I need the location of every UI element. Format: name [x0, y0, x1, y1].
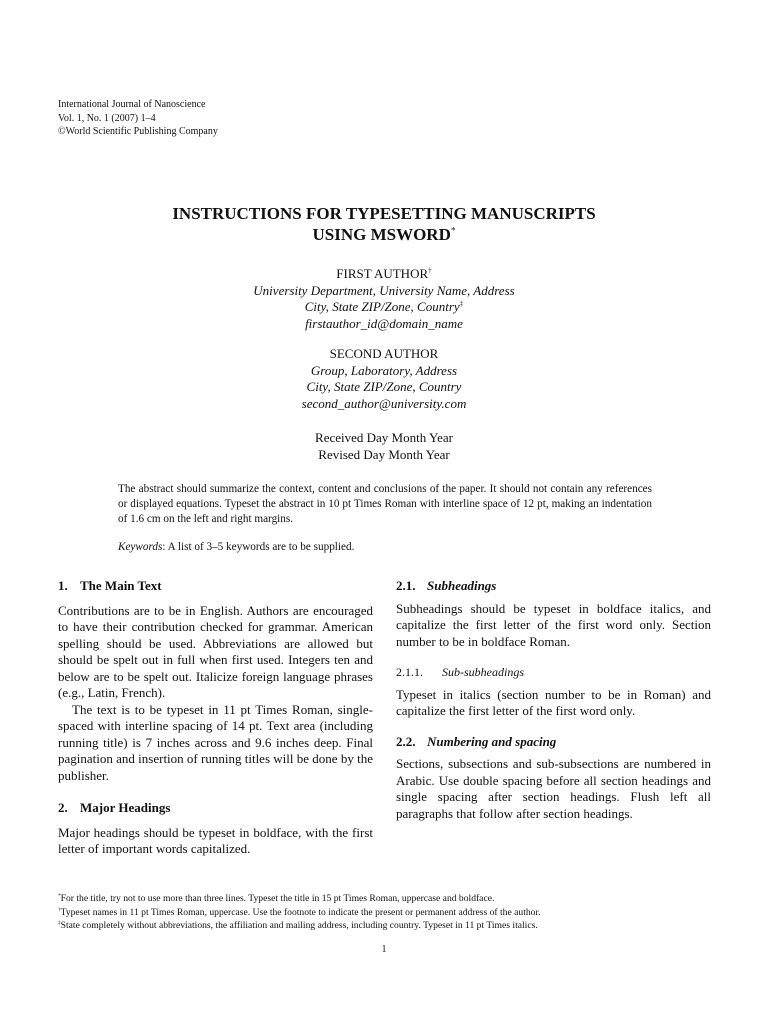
keywords-label: Keywords — [118, 541, 163, 553]
author-block-1 — [60, 266, 708, 332]
footnotes — [58, 892, 718, 933]
author-1-email: firstauthor_id@domain_name — [305, 315, 463, 331]
footnote-2-text: Typeset names in 11 pt Times Roman, uppercase. Use the footnote to indicate the present or permanent address of the author. — [60, 906, 541, 918]
footnote-2 — [58, 906, 718, 920]
subsection-2-2-number: 2.2. — [396, 733, 416, 749]
section-1-title: The Main Text — [80, 578, 162, 593]
subsubsection-2-1-1-title: Sub-subheadings — [442, 665, 524, 679]
title-line-2 — [60, 224, 708, 245]
author-name-2: SECOND AUTHOR — [329, 346, 439, 361]
abstract: The abstract should summarize the context, content and conclusions of the paper. It should not contain any references or displayed equations. Typeset the abstract in 10 pt Times Roman with interline space of 12 pt, making an indentation of 1.6 cm on the left and right margins. — [118, 483, 652, 525]
subsection-2-1-paragraph: Subheadings should be typeset in boldface italics, and capitalize the first letter of the first word only. Section number to be in boldface Roman. — [396, 600, 711, 649]
received-date: Received Day Month Year — [315, 430, 453, 445]
author-name-1-mark: † — [428, 266, 432, 275]
author-name-1 — [60, 266, 708, 283]
author-1-affiliation-2-text: City, State ZIP/Zone, Country — [304, 299, 460, 314]
footnote-3-text: State completely without abbreviations, the affiliation and mailing address, including country. Typeset in 11 pt Times italics. — [60, 920, 538, 931]
subsection-spacer-2 — [396, 720, 711, 734]
section-2-number: 2. — [58, 800, 68, 815]
right-column — [396, 578, 711, 822]
revised-date: Revised Day Month Year — [318, 446, 450, 462]
author-block-2 — [60, 346, 708, 412]
paper-title — [60, 203, 708, 245]
author-name-1-text: FIRST AUTHOR — [336, 266, 429, 281]
paper-dates — [60, 430, 708, 463]
author-1-affiliation-1: University Department, University Name, Address — [253, 282, 515, 298]
keywords — [118, 540, 354, 555]
footnote-1-text: For the title, try not to use more than three lines. Typeset the title in 15 pt Times Roman, uppercase and boldface. — [60, 893, 495, 904]
subsection-2-1-number: 2.1. — [396, 578, 416, 593]
author-1-affiliation-mark: ‡ — [459, 299, 464, 308]
subsection-2-2-title: Numbering and spacing — [427, 733, 557, 749]
title-line-2-text: USING MSWORD — [312, 225, 451, 244]
subsubsection-heading-2-1-1 — [396, 664, 711, 681]
journal-header — [58, 98, 218, 139]
author-2-email: second_author@university.com — [301, 395, 467, 411]
journal-volume: Vol. 1, No. 1 (2007) 1–4 — [58, 112, 156, 124]
subsection-heading-2-2 — [396, 734, 711, 751]
footnote-3 — [58, 919, 718, 933]
title-footnote-mark: * — [450, 226, 456, 237]
author-2-affiliation-2: City, State ZIP/Zone, Country — [306, 379, 462, 394]
subsubsection-2-1-1-number: 2.1.1. — [396, 665, 423, 679]
footnote-2-mark: † — [58, 906, 61, 913]
subsection-heading-2-1 — [396, 578, 711, 595]
subsection-spacer — [396, 650, 711, 664]
section-heading-2 — [58, 800, 373, 817]
subsubsection-2-1-1-paragraph: Typeset in italics (section number to be in Roman) and capitalize the first letter of the first word only. — [396, 686, 711, 718]
author-list — [60, 266, 708, 412]
title-line-1: INSTRUCTIONS FOR TYPESETTING MANUSCRIPTS — [172, 204, 596, 223]
section-1-paragraph-2: The text is to be typeset in 11 pt Times Roman, single-spaced with interline spacing of 14 pt. Text area (including running title) is 7 inches across and 9.6 inches deep. Final pagination and insertion of running titles will be done by the publisher. — [58, 701, 373, 783]
section-1-paragraph-1: Contributions are to be in English. Authors are encouraged to have their contribution checked for grammar. American spelling should be used. Abbreviations are allowed but should be spelt out in full when first used. Integers ten and below are to be spelt out. Italicize foreign language phrases (e.g., Latin, French). — [58, 602, 373, 700]
footnote-1-mark: * — [58, 892, 61, 899]
section-spacer — [58, 784, 373, 800]
footnote-1 — [58, 892, 718, 906]
keywords-text: : A list of 3–5 keywords are to be supplied. — [162, 541, 355, 553]
section-1-number: 1. — [58, 578, 68, 593]
page-number: 1 — [381, 944, 387, 955]
subsection-2-2-paragraph: Sections, subsections and sub-subsections are numbered in Arabic. Use double spacing before all section headings and single spacing after section headings. Flush left all paragraphs that follow after section headings. — [396, 756, 711, 821]
author-2-affiliation-1: Group, Laboratory, Address — [310, 362, 458, 378]
section-heading-1 — [58, 578, 373, 595]
author-1-affiliation-2 — [60, 299, 708, 316]
journal-copyright: ©World Scientific Publishing Company — [58, 126, 218, 137]
journal-name: International Journal of Nanoscience — [58, 99, 206, 110]
section-2-paragraph-1: Major headings should be typeset in boldface, with the first letter of important words capitalized. — [58, 824, 373, 856]
section-2-title: Major Headings — [80, 800, 171, 815]
subsection-2-1-title: Subheadings — [427, 578, 497, 593]
footnote-3-mark: ‡ — [58, 919, 61, 926]
left-column — [58, 578, 373, 858]
